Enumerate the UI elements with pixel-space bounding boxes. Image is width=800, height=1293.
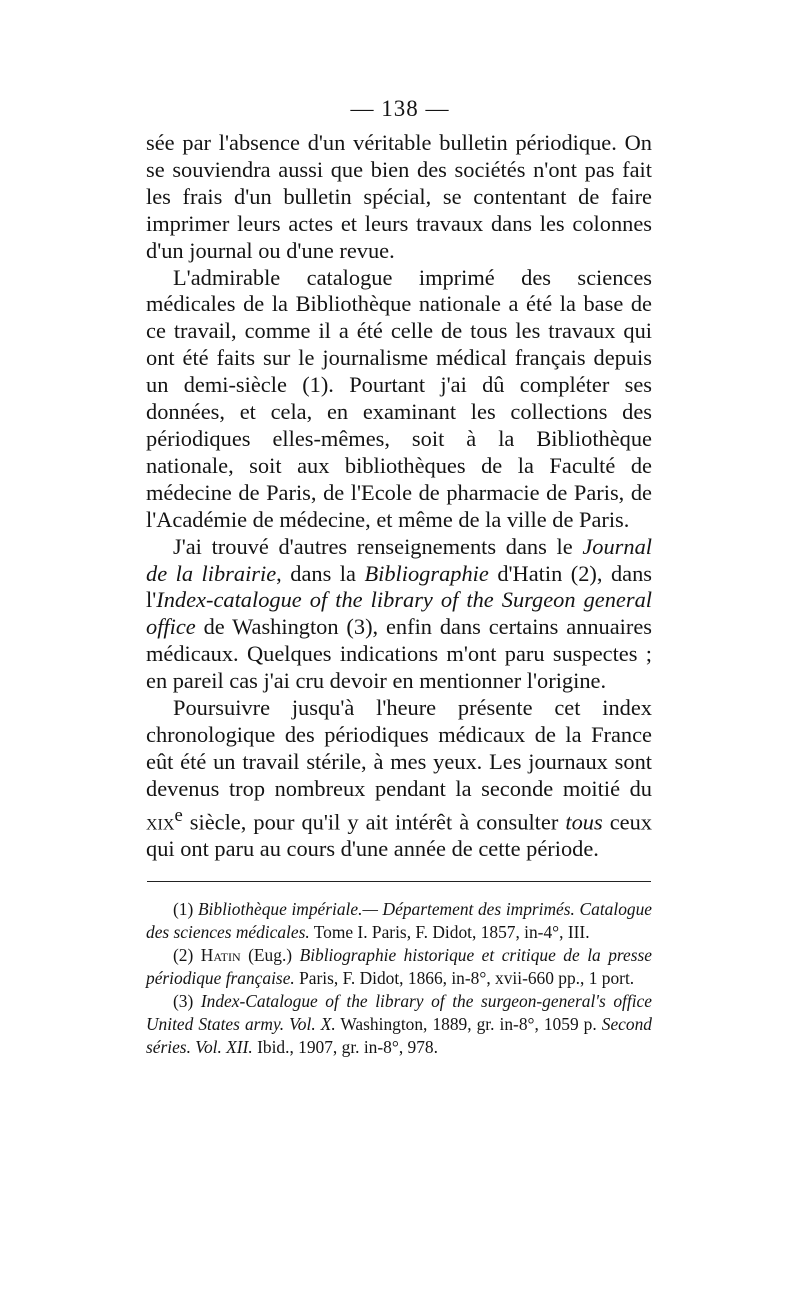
paragraph: Poursuivre jusqu'à l'heure présente cet index chronologique des périodiques médicaux de la France eût été un travail stérile, à mes yeux. Les journaux sont devenus trop nombreux pendant la seconde moitié du xix$^e$ siècle, pour qu'il y ait intérêt à consulter tous ceux qui ont paru au cours d'une année de cette période. <box>146 695 652 862</box>
footnotes <box>146 898 652 1059</box>
body-text <box>146 130 652 863</box>
century-numeral: xix <box>146 809 175 835</box>
footnote-divider <box>147 881 651 882</box>
paragraph: J'ai trouvé d'autres renseignements dans le Journal de la librairie, dans la Bibliographie d'Hatin (2), dans l'Index-catalogue of the library of the Surgeon general office de Washington (3), enfin dans certains annuaires médicaux. Quelques indications m'ont paru suspectes ; en pareil cas j'ai cru devoir en mentionner l'origine. <box>146 533 653 694</box>
author-name: Hatin <box>200 945 241 965</box>
journal-title: Journal de la librairie <box>146 533 652 586</box>
footnote: (1) Bibliothèque impériale.— Département des imprimés. Catalogue des sciences médicales. Tome I. Paris, F. Didot, 1857, in-4°, III. <box>146 899 652 942</box>
footnote: (2) Hatin (Eug.) Bibliographie historique et critique de la presse périodique française. Paris, F. Didot, 1866, in-8°, xvii-660 pp., 1 port. <box>146 945 652 988</box>
century-suffix: e <box>174 804 183 826</box>
paragraph: sée par l'absence d'un véritable bulletin périodique. On se souviendra aussi que bien des sociétés n'ont pas fait les frais d'un bulletin spécial, se contentant de faire imprimer leurs actes et leurs travaux dans les colonnes d'un journal ou d'une revue. <box>146 130 652 263</box>
book-title: Bibliographie <box>364 560 489 586</box>
page-number: — 138 — <box>350 96 450 121</box>
catalogue-title: Index-catalogue of the library of the Surgeon general office <box>146 587 652 640</box>
paragraph: L'admirable catalogue imprimé des sciences médicales de la Bibliothèque nationale a été la base de ce travail, comme il a été celle de tous les travaux qui ont été faits sur le journalisme médical français depuis un demi-siècle (1). Pourtant j'ai dû compléter ses données, et cela, en examinant les collections des périodiques elles-mêmes, soit à la Bibliothèque nationale, soit aux bibliothèques de la Faculté de médecine de Paris, de l'Ecole de pharmacie de Paris, de l'Académie de médecine, et même de la ville de Paris. <box>146 264 652 532</box>
emphasis: tous <box>565 809 603 835</box>
footnote: (3) Index-Catalogue of the library of the surgeon-general's office United States army. Vol. X. Washington, 1889, gr. in-8°, 1059 p. Second séries. Vol. XII. Ibid., 1907, gr. in-8°, 978. <box>146 991 652 1057</box>
